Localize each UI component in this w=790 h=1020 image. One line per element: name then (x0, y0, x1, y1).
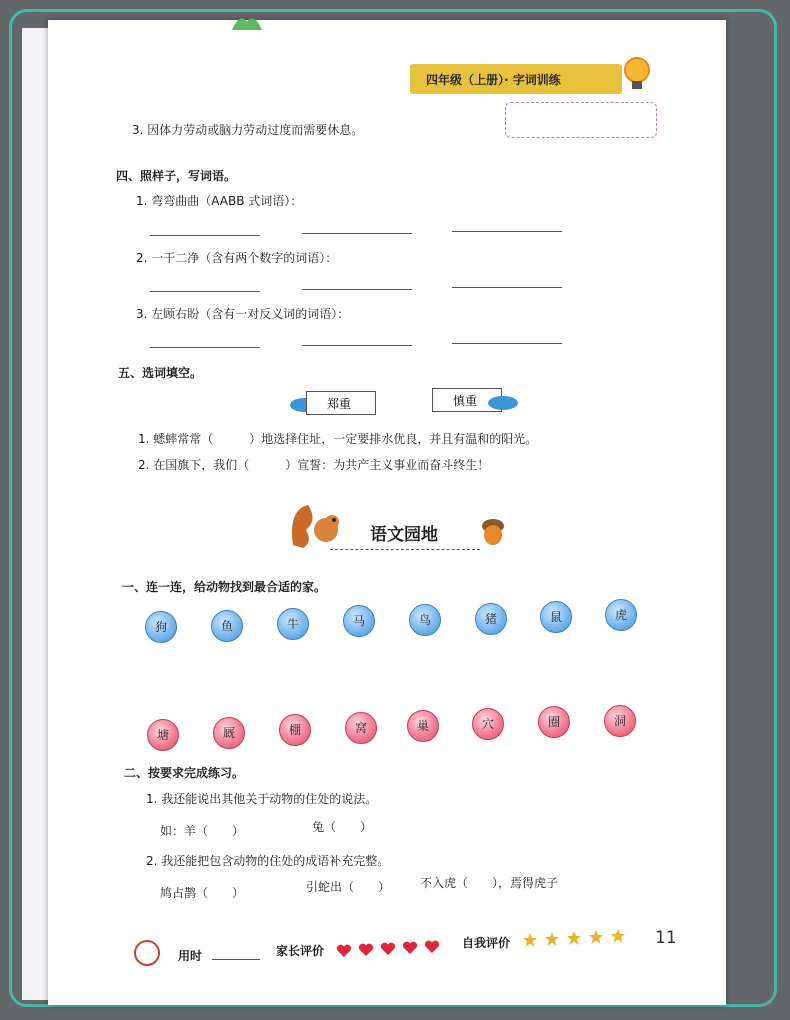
garden-s1-title: 一、连一连，给动物找到最合适的家。 (122, 580, 327, 594)
blank-line[interactable] (452, 342, 562, 344)
blank-line[interactable] (452, 230, 562, 232)
leaf-decoration-icon (230, 10, 264, 32)
garden-title: 语文园地 (370, 525, 438, 545)
self-eval-label: 自我评价 (462, 936, 511, 950)
s4-item2: 2. 一干二净（含有两个数字的词语）： (136, 251, 338, 265)
blank-line[interactable] (452, 286, 562, 288)
home-circle[interactable]: 塘 (147, 719, 179, 751)
garden-s2-title: 二、按要求完成练习。 (124, 766, 245, 780)
page-number: 11 (655, 928, 677, 948)
word-choice-1: 郑重 (306, 391, 376, 415)
blank-line[interactable] (150, 234, 260, 236)
s4-item1: 1. 弯弯曲曲（AABB 式词语）： (136, 194, 303, 208)
header-tab-label: 四年级（上册）· 字词训练 (426, 73, 561, 87)
acorn-icon (480, 516, 506, 546)
garden-s2-q2: 2. 我还能把包含动物的住处的成语补充完整。 (146, 854, 390, 868)
s4-item3: 3. 左顾右盼（含有一对反义词的词语）： (136, 307, 350, 321)
animal-circle[interactable]: 狗 (145, 611, 177, 643)
time-blank[interactable] (212, 958, 260, 960)
animal-circle[interactable]: 猪 (475, 603, 507, 635)
star-icon[interactable] (610, 928, 626, 944)
garden-s2-q1: 1. 我还能说出其他关于动物的住处的说法。 (146, 792, 378, 806)
blank-line[interactable] (302, 288, 412, 290)
home-circle[interactable]: 窝 (345, 712, 377, 744)
animal-circle[interactable]: 鼠 (540, 601, 572, 633)
animal-circle[interactable]: 鸟 (409, 604, 441, 636)
answer-box[interactable] (505, 102, 657, 138)
heart-icon[interactable] (380, 942, 396, 956)
q2-idiom-1: 鸠占鹊（ ） (160, 886, 245, 900)
q1-example-1: 如：羊（ ） (160, 824, 245, 838)
star-icon[interactable] (522, 932, 538, 948)
word-choice-2: 慎重 (432, 388, 502, 412)
s5-item2: 2. 在国旗下，我们（ ）宣誓：为共产主义事业而奋斗终生！ (138, 458, 490, 472)
q2-idiom-2: 引蛇出（ ） (306, 880, 391, 894)
animal-circle[interactable]: 鱼 (211, 610, 243, 642)
header-tab (410, 64, 622, 94)
star-icon[interactable] (566, 930, 582, 946)
parent-eval-label: 家长评价 (276, 944, 325, 958)
animal-circle[interactable]: 牛 (277, 608, 309, 640)
title-underline (330, 548, 480, 550)
s3-item3: 3. 因体力劳动或脑力劳动过度而需要休息。 (132, 123, 364, 137)
home-circle[interactable]: 圈 (538, 706, 570, 738)
star-icon[interactable] (588, 929, 604, 945)
home-circle[interactable]: 巢 (407, 710, 439, 742)
s5-item1: 1. 蟋蟀常常（ ）地选择住址，一定要排水优良，并且有温和的阳光。 (138, 432, 538, 446)
home-circle[interactable]: 穴 (472, 708, 504, 740)
heart-icon[interactable] (424, 940, 440, 954)
home-circle[interactable]: 洞 (604, 705, 636, 737)
animal-circle[interactable]: 马 (343, 605, 375, 637)
animal-circle[interactable]: 虎 (605, 599, 637, 631)
s5-title: 五、选词填空。 (118, 366, 203, 380)
q2-idiom-3: 不入虎（ ），焉得虎子 (420, 876, 559, 890)
q1-example-2: 兔（ ） (312, 820, 373, 834)
blank-line[interactable] (302, 232, 412, 234)
blank-line[interactable] (150, 346, 260, 348)
s4-title: 四、照样子，写词语。 (116, 169, 237, 183)
star-icon[interactable] (544, 931, 560, 947)
heart-icon[interactable] (402, 941, 418, 955)
lightbulb-icon (621, 56, 653, 92)
home-circle[interactable]: 厩 (213, 717, 245, 749)
heart-icon[interactable] (358, 943, 374, 957)
clock-icon (134, 940, 160, 966)
time-label: 用时 (178, 949, 203, 963)
swirl-decoration-icon (488, 396, 518, 410)
heart-icon[interactable] (336, 944, 352, 958)
squirrel-icon (288, 500, 348, 550)
home-circle[interactable]: 棚 (279, 714, 311, 746)
blank-line[interactable] (150, 290, 260, 292)
blank-line[interactable] (302, 344, 412, 346)
